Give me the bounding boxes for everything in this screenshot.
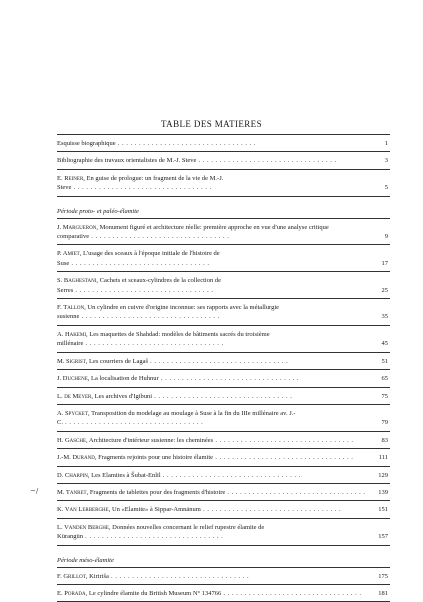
toc-entry-text [57,174,390,193]
toc-entry [57,501,390,517]
toc-entry-page: 51 [381,357,388,365]
toc-entry-author: D. Charpin [57,471,88,479]
toc-entry-page: 111 [378,454,388,462]
toc-entry-title: , Cachets et sceaux-cylindres de la collection de Serres . . . [57,277,221,293]
section-heading-proto: Période proto- et paléo-élamite [57,207,139,215]
toc-entry-author: A. Hakemi [57,330,87,338]
toc-entry-page: 3 [384,157,388,165]
toc-entry-page: 9 [384,233,388,241]
toc-entry-title: , Monument figuré et architecture réelle: première approche en vue d'une analyse critique comparative . . . [57,224,329,240]
toc-entry-text [57,572,390,581]
toc-entry-text [57,488,390,497]
toc-entry [57,299,390,325]
toc-entry-text [57,453,390,462]
toc-entry [57,519,390,545]
toc-entry-author: H. Gasche [57,436,87,444]
toc-entry-page: 1 [384,140,388,147]
toc-entry-author: L. de Meyer [57,392,92,400]
toc-entry [57,568,390,584]
toc-entry [57,467,390,483]
toc-entry [57,152,390,168]
toc-entry-page: 25 [381,286,388,294]
toc-entry-title: , Les courriers de Lagaš . . . [86,358,289,365]
toc-entry-text [57,330,390,349]
toc-entry-text [57,139,390,148]
toc-entry-title: Esquisse biographique . . . [57,140,256,147]
section-heading-meso: Période méso-élamite [57,556,114,564]
toc-entry-page: 175 [378,572,388,580]
toc-entry-text [57,374,390,383]
toc-entry-page: 45 [381,340,388,348]
toc-entry-text [57,505,390,514]
toc-entry-text [57,249,390,268]
toc-entry-author: M. Sigrist [57,357,86,365]
toc-entry-page: 65 [381,375,388,383]
toc-entry-author: A. Spycket [57,409,89,417]
toc-entry-title: , Un «Elamite» à Sippar-Amnānum . . . [109,506,341,513]
toc-entry [57,370,390,386]
section-proto-list [57,219,390,546]
toc-entry-author: K. Van Lerberghe [57,506,109,514]
toc-entry [57,484,390,500]
front-matter-list [57,135,390,197]
toc-entry-title: , Fragments de tablettes pour des fragments d'histoire . . . [87,489,366,496]
toc-entry-author: S. Baghestani [57,277,97,285]
toc-entry-page: 79 [381,419,388,427]
page-title: TABLE DES MATIERES [161,119,262,129]
toc-entry-page: 83 [381,436,388,444]
toc-entry-text [57,523,390,542]
toc-entry-author: J.-M. Durand [57,454,95,462]
toc-entry-text [57,303,390,322]
toc-entry-text [57,357,390,366]
toc-entry-author: F. Grillot [57,572,86,580]
toc-entry-page: 129 [378,471,388,479]
toc-entry [57,432,390,448]
toc-entry [57,272,390,298]
toc-entry-author: E. Reiner [57,174,84,182]
toc-entry-author: E. Porada [57,589,86,597]
toc-entry-text [57,409,390,428]
toc-entry-title: , Kiririša . . . [86,573,249,580]
toc-entry-title: , Le cylindre élamite du British Museum N° 134766 . . . [86,590,362,597]
toc-entry [57,326,390,352]
toc-entry [57,219,390,245]
toc-entry-text [57,392,390,401]
toc-entry-page: 35 [381,313,388,321]
toc-entry-text [57,471,390,480]
toc-entry-title: , Un cylindre en cuivre d'origine inconnue: ses rapports avec la métallurgie susienne . . . [57,304,279,320]
toc-entry-text [57,589,390,598]
toc-entry-page: 17 [381,259,388,267]
toc-entry-author: F. Tallon [57,304,85,312]
toc-entry-text [57,436,390,445]
toc-entry-title: , Données nouvelles concernant le relief rupestre élamite de Kūrangūn . . . [57,524,264,540]
toc-entry [57,449,390,465]
toc-entry [57,405,390,431]
toc-entry-page: 75 [381,392,388,400]
toc-entry-title: , Les archives d'Igibuni . . . [91,393,292,400]
toc-entry [57,388,390,404]
toc-entry-title: , Les maquettes de Shahdad: modèles de bâtiments sacrés du troisième millénaire . . . [57,331,270,347]
toc-entry-title: , En guise de prologue: un fragment de la vie de M.-J. Steve . . . [57,175,223,191]
toc-entry-title: , La localisation de Huhnur . . . [88,375,299,382]
toc-entry [57,170,390,196]
toc-entry-author: P. Amiet [57,250,80,258]
toc-entry-page: 5 [384,184,388,192]
toc-entry [57,245,390,271]
toc-entry-title: Bibliographie des travaux orientalistes de M.-J. Steve . . . [57,157,337,164]
toc-entry-title: , Les Elamites à Šubat-Enlil . . . [88,472,301,479]
section-meso-list [57,568,390,602]
toc-entry-author: J. Margueron [57,223,97,231]
toc-entry-text [57,223,390,242]
toc-entry-title: , Transposition du modelage au moulage à Suse à la fin du IIIe millénaire av. J.-C. . . . [57,410,296,426]
toc-entry-title: , Architecture d'intérieur susienne: les cheminées . . . [86,437,353,444]
toc-entry-author: L. Vanden Berghe [57,523,109,531]
toc-entry [57,585,390,601]
toc-entry-author: M. Tanret [57,488,87,496]
toc-entry-page: 151 [378,506,388,514]
table-of-contents [57,134,390,602]
toc-entry-page: 157 [378,533,388,541]
toc-entry-page: 181 [378,589,388,597]
toc-entry-title: , Fragments rejoints pour une histoire élamite . . . [95,454,354,461]
toc-entry-text [57,276,390,295]
toc-entry-author: J. Duchene [57,375,88,383]
toc-entry [57,353,390,369]
handwritten-margin-mark: ~/ [30,487,39,495]
toc-entry-text [57,156,390,165]
toc-entry [57,135,390,151]
toc-entry-title: , L'usage des sceaux à l'époque initiale de l'histoire de Suse . . . [57,250,220,266]
toc-entry-page: 139 [378,488,388,496]
